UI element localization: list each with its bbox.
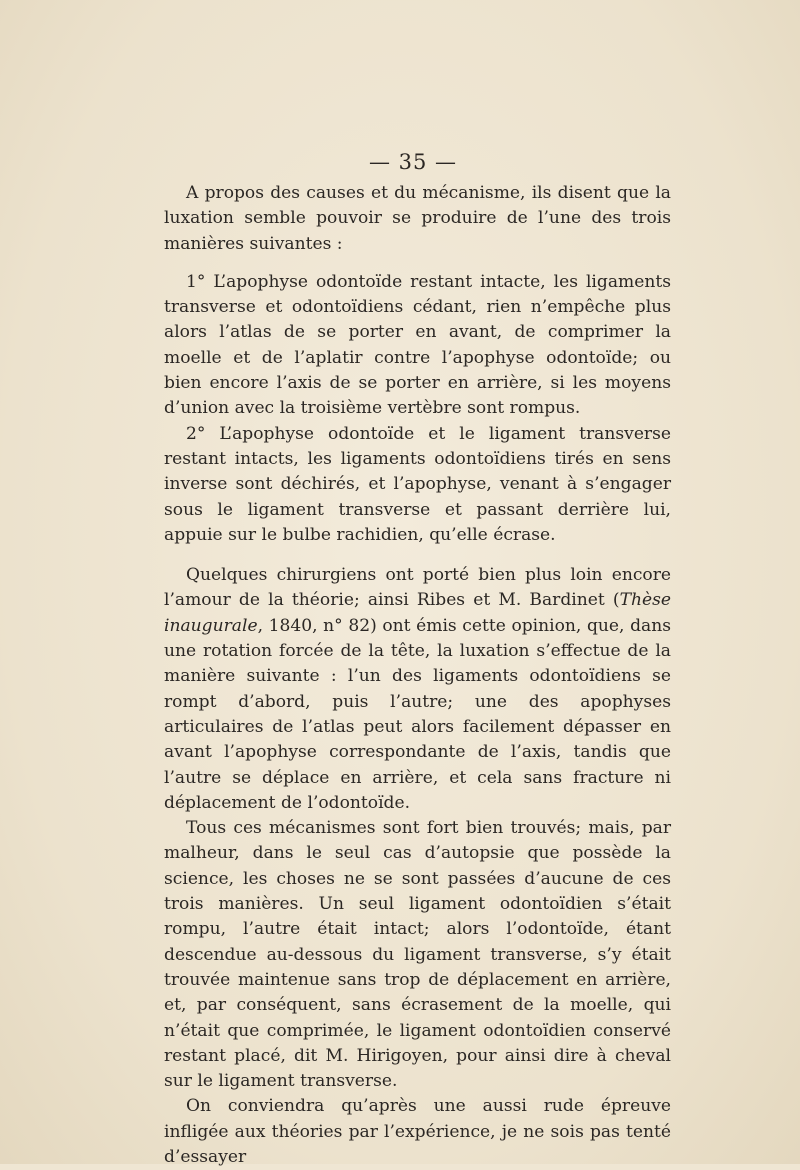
paragraph-ribes-bardinet [164,563,671,816]
paragraph-causes: A propos des causes et du mécanisme, ils disent que la luxation semble pouvoir se produire de l’une des trois manières suivantes : [164,183,671,254]
paragraph-conclusion: On conviendra qu’après une aussi rude épreuve infligée aux théories par l’expérience, je ne sois pas tenté d’essayer [164,1096,671,1167]
paragraph-autopsy-case: Tous ces mécanismes sont fort bien trouvés; mais, par malheur, dans le seul cas d’autopsie que possède la science, les choses ne se sont passées d’aucune de ces trois manières. Un seul ligament odontoïdien s’était rompu, l’autre était intact; alors l’odontoïde, étant descendue au-dessous du ligament transverse, s’y était trouvée maintenue sans trop de déplacement en arrière, et, par conséquent, sans écrasement de la moelle, qui n’était que comprimée, le ligament odontoïdien conservé restant placé, dit M. Hirigoyen, pour ainsi dire à cheval sur le ligament transverse. [164,818,671,1092]
body-text [164,181,671,1170]
paragraph-second-mechanism: 2° L’apophyse odontoïde et le ligament transverse restant intacts, les ligaments odontoïdiens tirés en sens inverse sont déchirés, et l’apophyse, venant à s’engager sous le ligament transverse et passant derrière lui, appuie sur le bulbe rachidien, qu’elle écrase. [164,423,671,545]
paragraph-text: Quelques chirurgiens ont porté bien plus loin encore l’amour de la théorie; ainsi Ribes et M. Bardinet ( [164,565,671,611]
paragraph-text: , 1840, n° 82) ont émis cette opinion, que, dans une rotation forcée de la tête, la luxation s’effectue de la manière suivante : l’un des ligaments odontoïdiens se rompt d’abord, puis l’autre; une des apophyses articulaires de l’atlas peut alors facilement dépasser en avant l’apophyse correspondante de l’axis, tandis que l’autre se déplace en arrière, et cela sans fracture ni déplacement de l’odontoïde. [164,615,671,813]
paragraph-first-mechanism: 1° L’apophyse odontoïde restant intacte, les ligaments transverse et odontoïdiens cédant, rien n’empêche plus alors l’atlas de se porter en avant, de comprimer la moelle et de l’aplatir contre l’apophyse odontoïde; ou bien encore l’axis de se porter en arrière, si les moyens d’union avec la troisième vertèbre sont rompus. [164,271,671,419]
page-number: — 35 — [368,150,458,174]
thesis-citation: Thèse inaugurale [164,590,671,636]
